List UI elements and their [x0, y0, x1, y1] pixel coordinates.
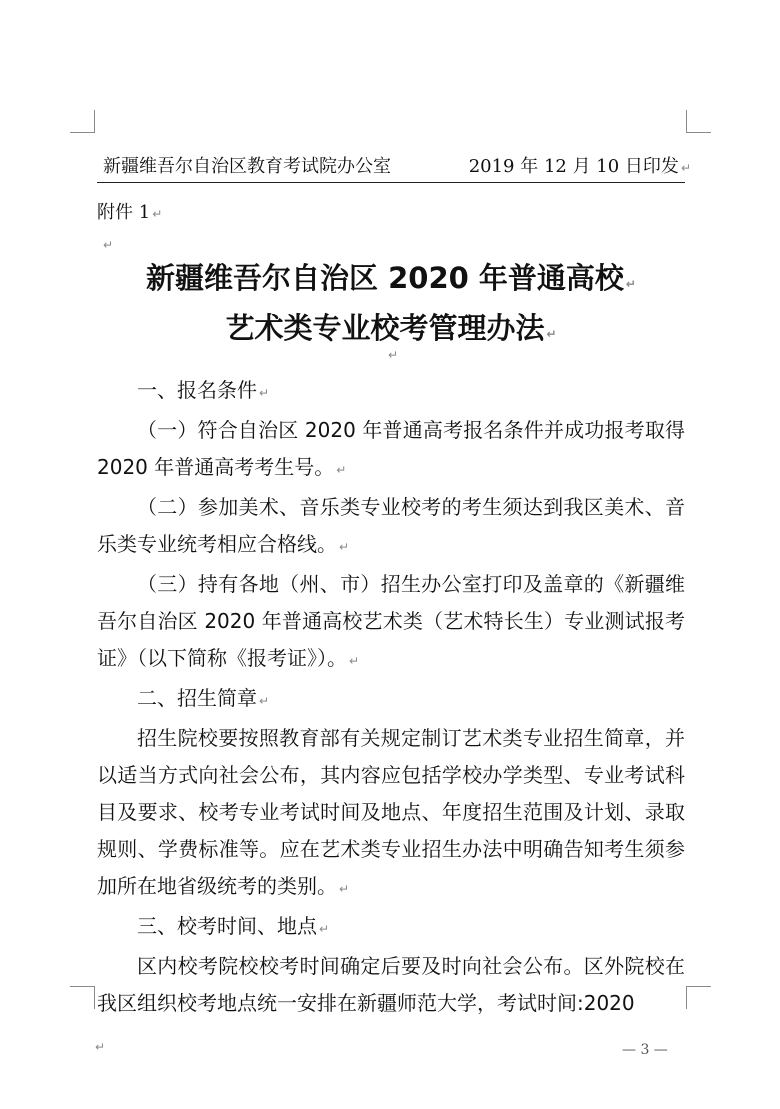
paragraph-mark-icon: ↵	[95, 1040, 106, 1054]
paragraph-mark-icon: ↵	[546, 327, 557, 341]
paragraph-mark-icon: ↵	[388, 348, 399, 362]
paragraph-mark-icon: ↵	[336, 463, 347, 477]
page-number: — 3 —	[622, 1042, 668, 1058]
body-paragraph: （二）参加美术、音乐类专业校考的考生须达到我区美术、音乐类专业统考相应合格线。 ↵	[97, 495, 685, 556]
attachment-label: 附件 1 ↵	[97, 202, 163, 223]
paragraph-mark-icon: ↵	[339, 882, 350, 896]
document-body	[97, 372, 685, 1022]
body-paragraph: 区内校考院校校考时间确定后要及时向社会公布。区外院校在我区组织校考地点统一安排在新疆师范大学，考试时间:2020	[97, 954, 685, 1015]
paragraph-mark-icon: ↵	[152, 207, 163, 221]
section-heading: 一、报名条件 ↵	[137, 378, 270, 402]
paragraph-mark-icon: ↵	[349, 654, 360, 668]
issuing-organization: 新疆维吾尔自治区教育考试院办公室	[103, 156, 391, 177]
section-heading: 二、招生简章 ↵	[137, 686, 270, 710]
paragraph-mark-icon: ↵	[319, 922, 330, 936]
paragraph-mark-icon: ↵	[625, 277, 636, 291]
crop-mark-top-left	[70, 110, 95, 133]
paragraph-mark-icon: ↵	[103, 238, 114, 252]
print-date: 2019 年 12 月 10 日印发 ↵	[468, 156, 691, 177]
title-line-2: 艺术类专业校考管理办法 ↵	[225, 311, 557, 345]
crop-mark-top-right	[686, 110, 711, 133]
body-paragraph: （一）符合自治区 2020 年普通高考报名条件并成功报考取得 2020 年普通高考考生号。 ↵	[97, 418, 685, 479]
paragraph-mark-icon: ↵	[259, 694, 270, 708]
crop-mark-bottom-right	[686, 986, 711, 1009]
crop-mark-bottom-left	[70, 986, 95, 1009]
body-paragraph: 招生院校要按照教育部有关规定制订艺术类专业招生简章，并以适当方式向社会公布，其内容应包括学校办学类型、专业考试科目及要求、校考专业考试时间及地点、年度招生范围及计划、录取规则、学费标准等。应在艺术类专业招生办法中明确告知考生须参加所在地省级统考的类别。 ↵	[97, 726, 685, 898]
document-header	[97, 150, 691, 183]
section-heading: 三、校考时间、地点 ↵	[137, 914, 330, 938]
title-line-1: 新疆维吾尔自治区 2020 年普通高校 ↵	[146, 261, 636, 295]
paragraph-mark-icon: ↵	[339, 540, 350, 554]
document-title	[97, 256, 685, 356]
paragraph-mark-icon: ↵	[680, 161, 691, 175]
body-paragraph: （三）持有各地（州、市）招生办公室打印及盖章的《新疆维吾尔自治区 2020 年普通高校艺术类（艺术特长生）专业测试报考证》（以下简称《报考证》）。 ↵	[97, 572, 685, 670]
paragraph-mark-icon: ↵	[259, 386, 270, 400]
